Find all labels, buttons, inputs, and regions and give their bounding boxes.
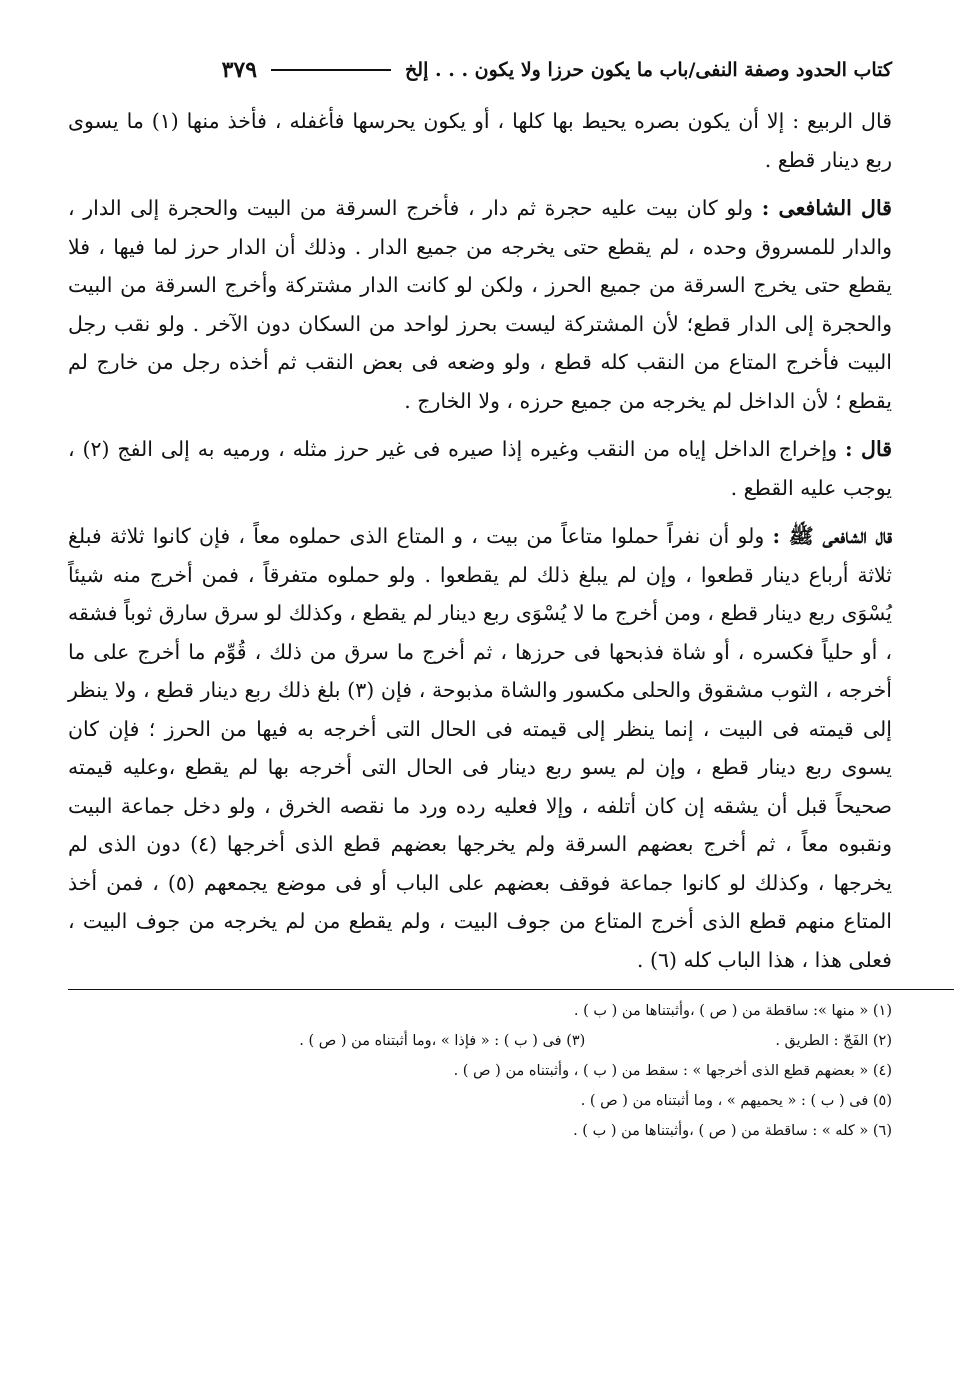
footnotes (68, 996, 892, 1146)
footnote-item: (٢) الفَجّ : الطريق . (775, 1033, 892, 1049)
paragraph-qala (68, 430, 892, 507)
footnote-item: (١) « منها »: ساقطة من ( ص ) ،وأثبتناها من ( ب ) . (573, 1003, 892, 1019)
footnote-item: (٦) « كله » : ساقطة من ( ص ) ،وأثبتناها من ( ب ) . (573, 1123, 892, 1139)
footnote-item: (٤) « بعضهم قطع الذى أخرجها » : سقط من ( ب ) ، وأثبتناه من ( ص ) . (453, 1063, 892, 1079)
paragraph-rabi (68, 102, 892, 179)
paragraph-lead: قال : (844, 437, 892, 461)
paragraph-lead: قال الشافعى : (761, 196, 892, 220)
paragraph-text: وإخراج الداخل إياه من النقب وغيره إذا صيره فى غير حرز مثله ، ورميه به إلى الفج (٢) ، يوجب عليه القطع . (68, 437, 892, 500)
footnote-item: (٥) فى ( ب ) : « يحميهم » ، وما أثبتناه من ( ص ) . (580, 1093, 892, 1109)
footnote-item: (٣) فى ( ب ) : « فإذا » ،وما أثبتناه من ( ص ) . (299, 1033, 586, 1049)
page-number: ٣٧٩ (221, 57, 258, 83)
paragraph-text: قال الربيع : إلا أن يكون بصره يحيط بها كلها ، أو يكون يحرسها فأغفله ، فأخذ منها (١) ما يسوى ربع دينار قطع . (68, 109, 892, 172)
paragraph-shafii-house (68, 189, 892, 420)
header-rule (271, 69, 391, 71)
paragraph-shafii-group (68, 517, 892, 979)
footnote-separator (68, 989, 954, 990)
paragraph-text: ولو أن نفراً حملوا متاعاً من بيت ، و المتاع الذى حملوه معاً ، فإن كانوا ثلاثة فبلغ ثلاثة أرباع دينار قطعوا ، وإن لم يبلغ ذلك لم يقطعوا . ولو حملوه متفرقاً ، فمن أخرج منه شيئاً يُسْوَى ربع دينار قطع ، ومن أخرج ما لا يُسْوَى ربع دينار لم يقطع ، وكذلك لو سرق سارق ثوباً فشقه ، أو حلياً فكسره ، أو شاة فذبحها فى حرزها ، ثم أخرج ما سرق من ذلك ، قُوِّم ما أخرج على ما أخرجه ، الثوب مشقوق والحلى مكسور والشاة مذبوحة ، فإن (٣) بلغ ذلك ربع دينار قطع ، ولا ينظر إلى قيمته فى البيت ، إنما ينظر إلى قيمته فى الحال التى أخرجه به فيها من الحرز ؛ فإن كان يسوى ربع دينار قطع ، وإن لم يسو ربع دينار فى الحال التى أخرجه بها لم يقطع ،وعليه قيمته صحيحاً قبل أن يشقه إن كان أتلفه ، وإلا فعليه رده ورد ما نقصه الخرق ، ولو دخل جماعة البيت ونقبوه معاً ، ثم أخرج بعضهم السرقة ولم يخرجها بعضهم قطع الذى أخرجها (٤) دون الذى لم يخرجها ، وكذلك لو كانوا جماعة فوقف بعضهم على الباب أو فى موضع يجمعهم (٥) ، فمن أخذ المتاع منهم قطع الذى أخرج المتاع من جوف البيت ، ولم يقطع من لم يخرجه من جوف البيت ، فعلى هذا ، هذا الباب كله (٦) . (68, 524, 892, 972)
chapter-title: كتاب الحدود وصفة النفى/باب ما يكون حرزا ولا يكون . . . إلخ (405, 59, 892, 81)
footnote-row (68, 1026, 892, 1056)
paragraph-lead: قال الشافعى ﷺ : (772, 524, 893, 548)
paragraph-text: ولو كان بيت عليه حجرة ثم دار ، فأخرج السرقة من البيت والحجرة إلى الدار ، والدار للمسروق وحده ، لم يقطع حتى يخرجه من جميع الدار . وذلك أن الدار حرز لما فيها ، فلا يقطع حتى يخرج السرقة من جميع الحرز ، ولكن لو كانت الدار مشتركة وأخرج السرقة من البيت والحجرة إلى الدار قطع؛ لأن المشتركة ليست بحرز لواحد من السكان دون الآخر . ولو نقب رجل البيت فأخرج المتاع من النقب كله قطع ، ولو وضعه فى بعض النقب ثم أخذه رجل من خارج لم يقطع ؛ لأن الداخل لم يخرجه من جميع حرزه ، ولا الخارج . (68, 196, 892, 413)
running-header (68, 40, 892, 100)
